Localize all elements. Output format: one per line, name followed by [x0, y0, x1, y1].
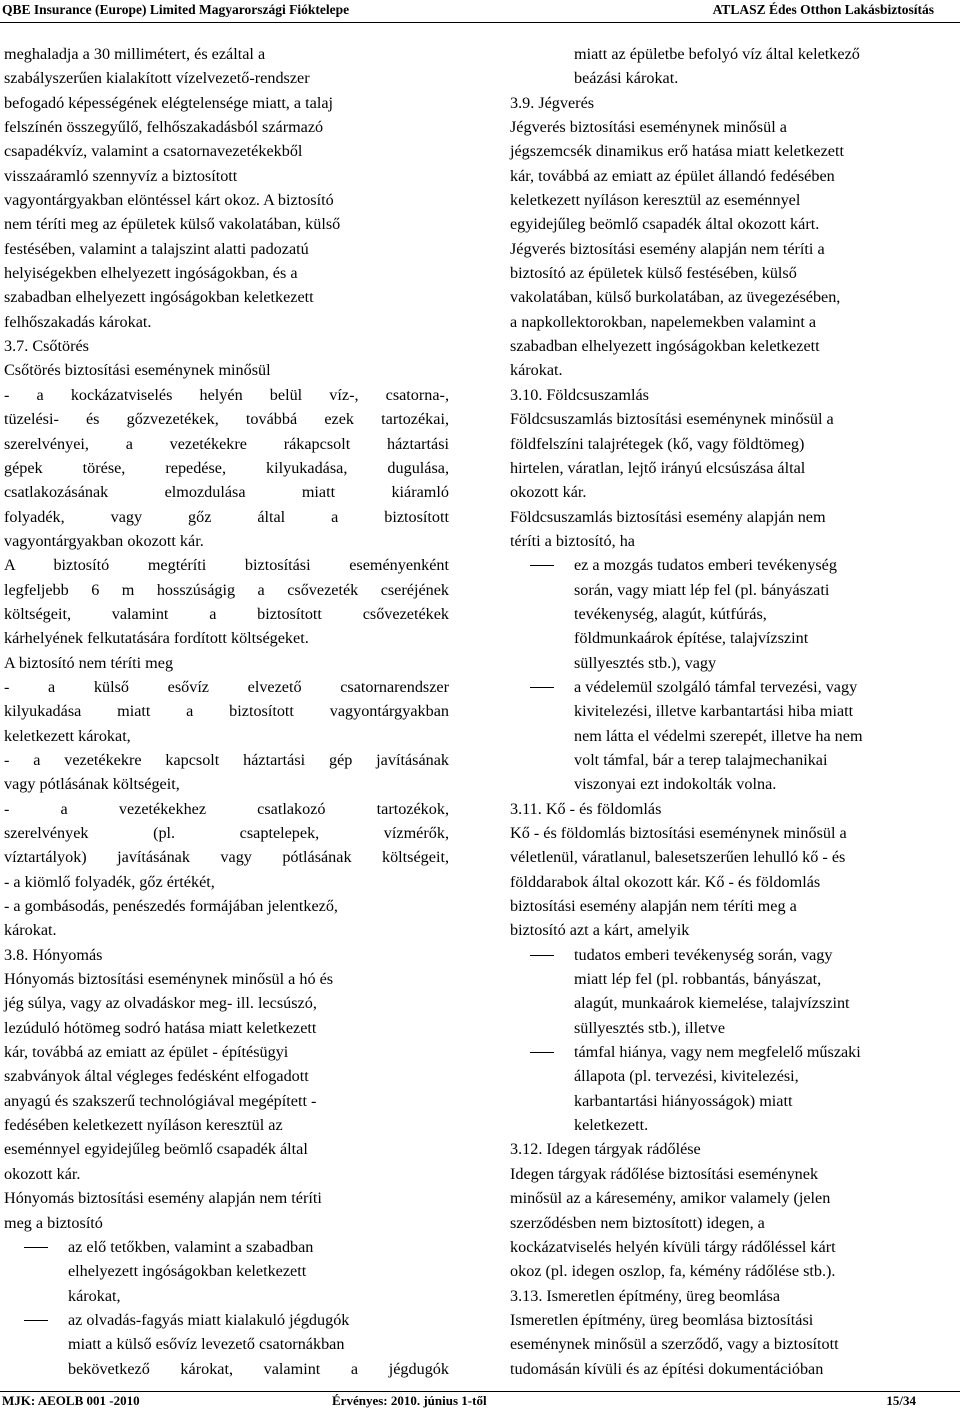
text-line: kockázatviselés helyén kívüli tárgy rádőléssel kárt	[510, 1237, 836, 1256]
text-line: 3.11. Kő - és földomlás	[510, 799, 662, 818]
text-line: szabályszerűen kialakított vízelvezető-rendszer	[4, 69, 310, 88]
text-line: csatlakozásának elmozdulása miatt kiáramló	[4, 483, 449, 502]
text-line: miatt az épületbe befolyó víz által keletkező	[574, 45, 860, 63]
bullet-line: tudatos emberi tevékenység során, vagy	[510, 943, 956, 967]
text-line: egyidejűleg beömlő csapadék által okozott kárt.	[510, 215, 820, 234]
bullet-line: a védelemül szolgáló támfal tervezési, vagy	[510, 675, 956, 699]
text-line: kárhelyének felkutatására fordított költségeket.	[4, 629, 309, 648]
text-line: eseménynek minősül a szerződő, vagy a biztosított	[510, 1335, 839, 1354]
page-header	[0, 0, 960, 23]
text-line: a napkollektorokban, napelemekben valamint a	[510, 312, 817, 331]
bullet-line: ez a mozgás tudatos emberi tevékenység	[510, 553, 956, 577]
page-footer	[0, 1391, 960, 1410]
text-line: Jégverés biztosítási esemény alapján nem téríti a	[510, 239, 825, 258]
text-line: vagyontárgyakban elöntéssel kárt okoz. A biztosító	[4, 191, 334, 210]
text-line: anyagú és szakszerű technológiával megépített -	[4, 1091, 317, 1110]
text-line: süllyesztés stb.), vagy	[574, 653, 717, 672]
text-line: meghaladja a 30 millimétert, és ezáltal a	[4, 45, 266, 63]
header-company: QBE Insurance (Europe) Limited Magyarországi Fióktelepe	[2, 2, 350, 17]
text-line: - a kiömlő folyadék, gőz értékét,	[4, 872, 215, 891]
text-line: tüzelési- és gőzvezetékek, továbbá ezek tartozékai,	[4, 410, 449, 429]
text-line: vakolatában, külső burkolatában, az üvegezésében,	[510, 288, 841, 307]
text-line: földdarabok által okozott kár. Kő - és földomlás	[510, 872, 821, 891]
text-line: vagyontárgyakban okozott kár.	[4, 531, 204, 550]
text-line: Hónyomás biztosítási eseménynek minősül a hó és	[4, 970, 334, 989]
text-line: legfeljebb 6 m hosszúságig a csővezeték cseréjének	[4, 580, 449, 599]
text-line: víztartályok) javításának vagy pótlásának költségeit,	[4, 848, 449, 867]
text-line: alagút, munkaárok kiemelése, talajvízszint	[574, 994, 850, 1013]
text-line: 3.9. Jégverés	[510, 93, 595, 112]
text-line: miatt a külső esővíz levezető csatornákban	[68, 1335, 345, 1354]
text-line: okozott kár.	[510, 483, 587, 502]
text-line: szerelvényei, a vezetékekre rákapcsolt háztartási	[4, 434, 449, 453]
text-line: - a külső esővíz elvezető csatornarendszer	[4, 677, 449, 696]
text-line: - a gombásodás, penészedés formájában jelentkező,	[4, 897, 338, 916]
text-line: - a vezetékekre kapcsolt háztartási gép javításának	[4, 750, 449, 769]
text-line: okozott kár.	[4, 1164, 81, 1183]
text-line: felszínén összegyűlő, felhőszakadásból származó	[4, 118, 324, 137]
text-line: földmunkaárok építése, talajvízszint	[574, 629, 809, 648]
text-line: meg a biztosító	[4, 1213, 103, 1232]
text-line: téríti a biztosító, ha	[510, 531, 635, 550]
text-line: során, vagy miatt lép fel (pl. bányászati	[574, 580, 830, 599]
text-line: károkat.	[510, 361, 563, 380]
text-line: szabadban elhelyezett ingóságokban keletkezett	[4, 288, 314, 307]
text-line: elhelyezett ingóságokban keletkezett	[68, 1262, 307, 1281]
text-line: vagy pótlásának költségeit,	[4, 775, 180, 794]
text-line: nem látta el védelmi szerepét, illetve ha nem	[574, 726, 863, 745]
text-line: - a kockázatviselés helyén belül víz-, csatorna-,	[4, 385, 449, 404]
bullet-line: az elő tetőkben, valamint a szabadban	[4, 1235, 449, 1259]
text-line: minősül az a káresemény, amikor valamely (jelen	[510, 1189, 831, 1208]
text-line: károkat.	[4, 921, 57, 940]
footer-doc-code: MJK: AEOLB 001 -2010	[2, 1393, 140, 1408]
text-line: miatt lép fel (pl. robbantás, bányászat,	[574, 970, 822, 989]
text-line: csapadékvíz, valamint a csatornavezetékekből	[4, 142, 303, 161]
text-line: viszonyai ezt indokolták volna.	[574, 775, 777, 794]
bullet-line: az olvadás-fagyás miatt kialakuló jégdugók	[4, 1308, 449, 1332]
text-line: tevékenység, alagút, kútfúrás,	[574, 604, 767, 623]
text-line: szerelvények (pl. csaptelepek, vízmérők,	[4, 824, 449, 842]
text-line: véletlenül, váratlanul, balesetszerűen lehulló kő - és	[510, 848, 846, 867]
text-line: 3.12. Idegen tárgyak rádőlése	[510, 1140, 701, 1159]
text-line: eseménnyel egyidejűleg beömlő csapadék által	[4, 1140, 308, 1159]
text-line: süllyesztés stb.), illetve	[574, 1018, 726, 1037]
text-line: folyadék, vagy gőz által a biztosított	[4, 507, 449, 526]
text-line: földfelszíni talajrétegek (kő, vagy földtömeg)	[510, 434, 805, 453]
text-line: visszaáramló szennyvíz a biztosított	[4, 166, 238, 185]
text-line: állapota (pl. tervezési, kivitelezési,	[574, 1067, 799, 1086]
text-line: tudomásán kívüli és az építési dokumentációban	[510, 1359, 824, 1378]
bullet-line: támfal hiánya, vagy nem megfelelő műszaki	[510, 1040, 956, 1064]
text-line: 3.10. Földcsuszamlás	[510, 385, 649, 404]
text-line: beázási károkat.	[574, 69, 679, 88]
header-product: ATLASZ Édes Otthon Lakásbiztosítás	[712, 2, 934, 17]
text-line: keletkezett károkat,	[4, 726, 131, 745]
text-line: bekövetkező károkat, valamint a jégdugók	[68, 1359, 449, 1378]
footer-page-number: 15/34	[886, 1393, 916, 1408]
text-line: befogadó képességének elégtelensége miatt, a talaj	[4, 93, 333, 112]
text-line: felhőszakadás károkat.	[4, 312, 152, 331]
text-line: kivitelezési, illetve karbantartási hiba miatt	[574, 702, 854, 721]
text-line: biztosító az épületek külső festésében, külső	[510, 264, 797, 283]
text-line: okoz (pl. idegen oszlop, fa, kémény rádőlése stb.).	[510, 1262, 836, 1281]
text-line: biztosítási esemény alapján nem téríti meg a	[510, 897, 797, 916]
text-line: kár, továbbá az emiatt az épület - építésügyi	[4, 1043, 289, 1062]
text-line: volt támfal, bár a terep talajmechanikai	[574, 750, 828, 769]
text-line: festésében, valamint a talajszint alatti padozatú	[4, 239, 309, 258]
text-line: kilyukadása miatt a biztosított vagyontárgyakban	[4, 702, 449, 721]
text-line: Ismeretlen építmény, üreg beomlása biztosítási	[510, 1310, 814, 1329]
text-line: szabadban elhelyezett ingóságokban keletkezett	[510, 337, 820, 356]
text-line: 3.7. Csőtörés	[4, 337, 89, 356]
text-line: szerződésben nem biztosított) idegen, a	[510, 1213, 765, 1232]
text-line: fedésében keletkezett nyíláson keresztül az	[4, 1116, 283, 1135]
text-line: költségeit, valamint a biztosított csővezetékek	[4, 604, 449, 623]
text-line: karbantartási hiányosságok) miatt	[574, 1091, 793, 1110]
text-line: gépek törése, repedése, kilyukadása, dugulása,	[4, 458, 449, 477]
text-line: 3.8. Hónyomás	[4, 945, 103, 964]
text-line: 3.13. Ismeretlen építmény, üreg beomlása	[510, 1286, 781, 1305]
right-column	[510, 42, 956, 1381]
text-line: szabványok által végleges fedésként elfogadott	[4, 1067, 309, 1086]
text-line: lezúduló hótömeg sodró hatása miatt keletkezett	[4, 1018, 317, 1037]
text-line: nem téríti meg az épületek külső vakolatában, külső	[4, 215, 341, 234]
footer-valid-from: Érvényes: 2010. június 1-től	[332, 1393, 487, 1408]
text-line: Földcsuszamlás biztosítási esemény alapján nem	[510, 507, 826, 526]
text-line: keletkezett nyíláson keresztül az eseménnyel	[510, 191, 801, 210]
text-line: hirtelen, váratlan, lejtő irányú elcsúszása által	[510, 458, 806, 477]
text-line: - a vezetékekhez csatlakozó tartozékok,	[4, 799, 449, 818]
text-line: Hónyomás biztosítási esemény alapján nem téríti	[4, 1189, 322, 1208]
text-line: A biztosító nem téríti meg	[4, 653, 174, 672]
text-line: Földcsuszamlás biztosítási eseménynek minősül a	[510, 410, 834, 429]
text-line: károkat,	[68, 1286, 121, 1305]
text-line: jégszemcsék dinamikus erő hatása miatt keletkezett	[510, 142, 844, 161]
text-line: jég súlya, vagy az olvadáskor meg- ill. lecsúszó,	[4, 994, 317, 1013]
left-column	[4, 42, 449, 1381]
text-line: Kő - és földomlás biztosítási eseménynek minősül a	[510, 824, 847, 842]
text-line: helyiségekben elhelyezett ingóságokban, és a	[4, 264, 298, 283]
text-line: A biztosító megtéríti biztosítási eseményenként	[4, 556, 449, 575]
text-line: kár, továbbá az emiatt az épület állandó fedésében	[510, 166, 835, 185]
text-line: keletkezett.	[574, 1116, 649, 1135]
text-line: Idegen tárgyak rádőlése biztosítási eseménynek	[510, 1164, 819, 1183]
text-line: Csőtörés biztosítási eseménynek minősül	[4, 361, 271, 380]
text-line: Jégverés biztosítási eseménynek minősül a	[510, 118, 787, 137]
text-line: biztosító azt a kárt, amelyik	[510, 921, 690, 940]
